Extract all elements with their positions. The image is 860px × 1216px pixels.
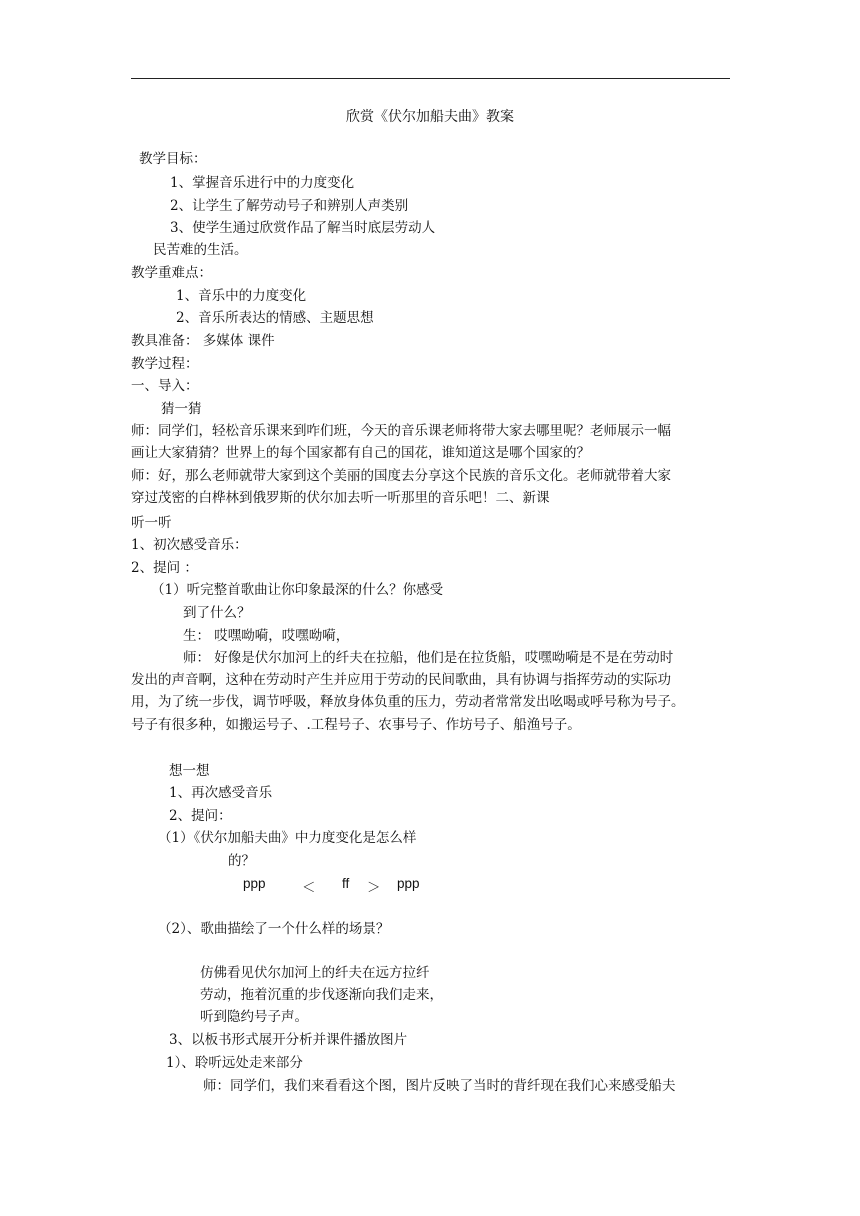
think-question-1-cont: 的？ — [228, 853, 255, 869]
answer-line: 听到隐约号子声。 — [200, 1009, 308, 1025]
think-question-1: （1）《伏尔加船夫曲》中力度变化是怎么样 — [158, 830, 417, 846]
intro-paragraph-2 — [131, 465, 671, 510]
listen-step-2: 2、提问 ： — [131, 560, 198, 576]
paragraph-line: 发出的声音啊，这种在劳动时产生并应用于劳动的民间歌曲，具有协调与指挥劳动的实际功 — [131, 672, 671, 688]
listen-heading: 听一听 — [131, 515, 172, 531]
objective-item: 2、让学生了解劳动号子和辨别人声类别 — [170, 198, 409, 214]
objective-item: 民苦难的生活。 — [153, 242, 248, 258]
dynamic-mark: ff — [342, 876, 350, 891]
think-step-1: 1、再次感受音乐 — [169, 785, 273, 801]
header-rule — [131, 78, 730, 79]
intro-paragraph-1 — [131, 420, 671, 465]
paragraph-line: 穿过茂密的白桦林到俄罗斯的伏尔加去听一听那里的音乐吧！二、新课 — [131, 490, 550, 507]
answer-line: 劳动，拖着沉重的步伐逐渐向我们走来， — [200, 987, 443, 1003]
teacher-paragraph — [131, 669, 685, 736]
think-heading: 想一想 — [169, 763, 210, 779]
think-sub-1: 1）、聆听远处走来部分 — [166, 1055, 303, 1071]
student-answer: 生： 哎嘿呦嗬，哎嘿呦嗬， — [183, 628, 350, 644]
paragraph-line: 号子有很多种，如搬运号子、.工程号子、农事号子、作坊号子、船渔号子。 — [131, 716, 581, 733]
listen-question-1-cont: 到了什么？ — [183, 605, 251, 621]
listen-question-1: （1）听完整首歌曲让你印象最深的什么？你感受 — [151, 582, 444, 598]
listen-step-1: 1、初次感受音乐： — [131, 537, 248, 553]
paragraph-line: 用，为了统一步伐，调节呼吸，释放身体负重的压力，劳动者常常发出吆喝或呼号称为号子。 — [131, 694, 685, 711]
crescendo-symbol: ＜ — [302, 880, 316, 895]
objectives-heading: 教学目标： — [139, 151, 207, 167]
intro-heading: 一、导入： — [131, 378, 199, 394]
document-title: 欣赏《伏尔加船夫曲》教案 — [346, 109, 514, 125]
teacher-first-line: 师： 好像是伏尔加河上的纤夫在拉船，他们是在拉货船，哎嘿呦嗬是不是在劳动时 — [183, 650, 674, 666]
paragraph-line: 师：同学们，轻松音乐课来到咋们班，今天的音乐课老师将带大家去哪里呢？老师展示一幅 — [131, 423, 671, 439]
objective-item: 3、使学生通过欣赏作品了解当时底层劳动人 — [170, 220, 436, 236]
think-question-2: （2）、歌曲描绘了一个什么样的场景？ — [158, 921, 390, 937]
objective-item: 1、掌握音乐进行中的力度变化 — [170, 175, 355, 191]
intro-activity: 猜一猜 — [161, 401, 202, 417]
answer-line: 仿佛看见伏尔加河上的纤夫在远方拉纤 — [200, 965, 430, 981]
decrescendo-symbol: ＞ — [367, 880, 381, 895]
teacher-last-line: 师：同学们，我们来看看这个图，图片反映了当时的背纤现在我们心来感受船夫 — [203, 1078, 676, 1094]
tools-line: 教具准备： 多媒体 课件 — [131, 333, 275, 349]
key-point-item: 1、音乐中的力度变化 — [176, 288, 307, 304]
think-step-2: 2、提问： — [169, 808, 232, 824]
think-step-3: 3、以板书形式展开分析并课件播放图片 — [169, 1032, 408, 1048]
process-heading: 教学过程： — [131, 356, 199, 372]
paragraph-line: 画让大家猜猜？世界上的每个国家都有自己的国花，谁知道这是哪个国家的？ — [131, 445, 590, 462]
key-points-heading: 教学重难点： — [131, 265, 212, 281]
dynamic-mark: ppp — [397, 876, 420, 891]
paragraph-line: 师：好，那么老师就带大家到这个美丽的国度去分享这个民族的音乐文化。老师就带着大家 — [131, 468, 671, 484]
dynamic-mark: ppp — [243, 876, 266, 891]
key-point-item: 2、音乐所表达的情感、主题思想 — [176, 310, 374, 326]
